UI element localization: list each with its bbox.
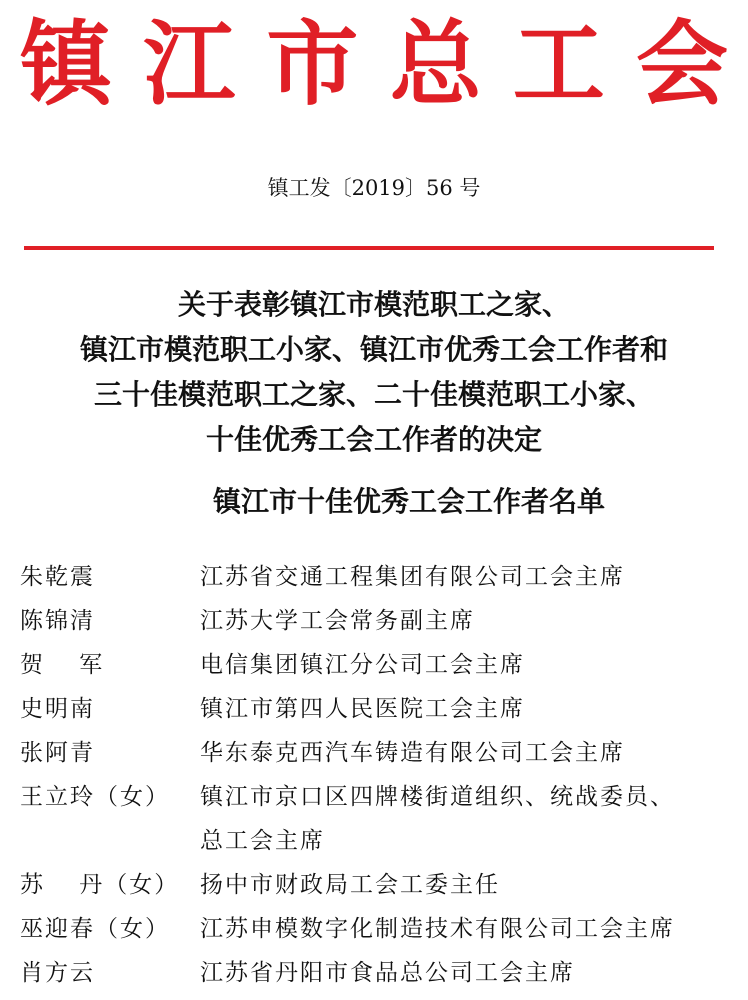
honoree-name: 巫迎春（女） [20,916,170,942]
masthead-org-name [0,10,748,118]
list-subtitle: 镇江市十佳优秀工会工作者名单 [212,485,605,518]
title-line: 关于表彰镇江市模范职工之家、 [177,288,570,321]
honoree-position: 江苏申模数字化制造技术有限公司工会主席 [200,916,675,942]
honoree-name: 苏 丹（女） [20,872,180,898]
honoree-position: 电信集团镇江分公司工会主席 [200,652,525,678]
honoree-position: 总工会主席 [200,828,325,854]
list-item [20,731,735,775]
list-item-continuation [20,819,735,863]
honoree-position: 镇江市第四人民医院工会主席 [200,696,525,722]
masthead-char: 总 [389,10,482,118]
honoree-name: 肖方云 [20,960,95,986]
masthead-char: 镇 [20,10,113,118]
list-item [20,863,735,907]
honoree-name: 陈锦清 [20,608,95,634]
honoree-name [20,819,200,863]
title-line: 三十佳模范职工之家、二十佳模范职工小家、 [93,378,654,411]
honoree-position: 扬中市财政局工会工委主任 [200,872,500,898]
title-line: 镇江市模范职工小家、镇江市优秀工会工作者和 [79,333,668,366]
list-item [20,599,735,643]
honoree-position: 江苏省丹阳市食品总公司工会主席 [200,960,575,986]
honoree-name: 王立玲（女） [20,784,170,810]
honoree-position: 江苏大学工会常务副主席 [200,608,475,634]
cut-off-next-row [20,990,735,1000]
list-item [20,775,735,819]
honoree-position: 江苏省交通工程集团有限公司工会主席 [200,564,625,590]
title-line: 十佳优秀工会工作者的决定 [205,423,542,456]
honoree-name: 朱乾震 [20,564,95,590]
honoree-position: 镇江市京口区四牌楼街道组织、统战委员、 [200,784,675,810]
honoree-position: 华东泰克西汽车铸造有限公司工会主席 [200,740,625,766]
red-divider-line [24,246,714,250]
honoree-name: 史明南 [20,696,95,722]
list-item [20,687,735,731]
list-item [20,555,735,599]
honoree-list [20,555,735,995]
masthead-char: 工 [512,10,605,118]
list-item [20,951,735,995]
masthead-char: 江 [143,10,236,118]
list-item [20,907,735,951]
document-title [0,282,748,462]
masthead-char: 会 [635,10,728,118]
honoree-name: 张阿青 [20,740,95,766]
masthead-char: 市 [266,10,359,118]
list-item [20,643,735,687]
document-number: 镇工发〔2019〕56 号 [267,176,481,200]
honoree-name: 贺 军 [20,652,105,678]
